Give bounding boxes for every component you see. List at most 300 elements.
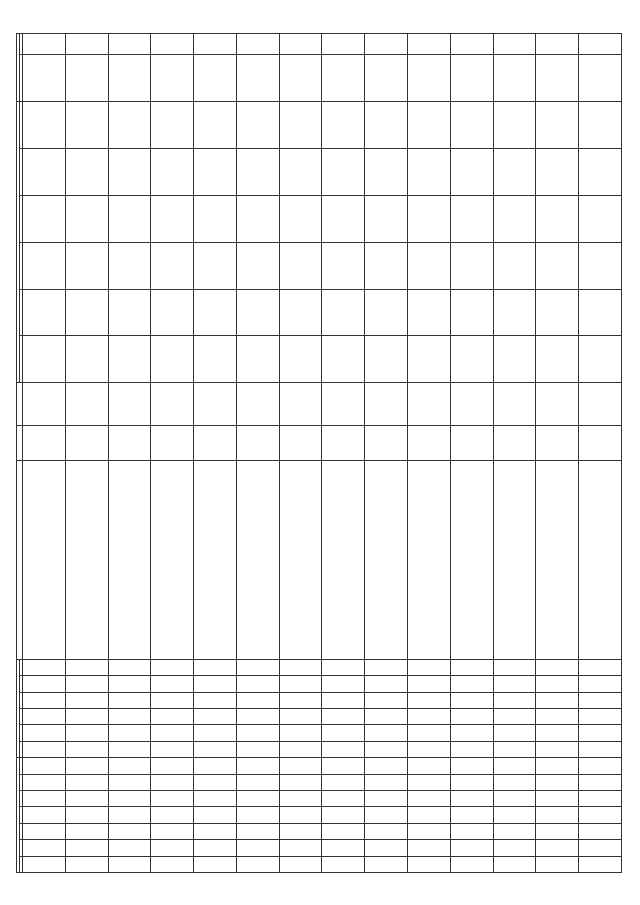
- description-cell: [151, 460, 194, 659]
- year-value-cell: [322, 336, 365, 383]
- table-body: [23, 34, 622, 873]
- base-year-value-cell: [322, 383, 365, 425]
- code-cell: [493, 791, 536, 807]
- code-cell: [194, 659, 237, 675]
- code-cell: [493, 725, 536, 741]
- year-value-cell: [236, 195, 279, 242]
- target-value-cell: [151, 55, 194, 102]
- base-year-value-cell: [493, 383, 536, 425]
- code-cell: [493, 709, 536, 725]
- year-value-cell: [23, 149, 66, 196]
- code-cell: [322, 709, 365, 725]
- year-value-cell: [194, 242, 237, 289]
- code-cell: [536, 676, 579, 692]
- code-cell: [23, 807, 66, 823]
- year-value-cell: [279, 149, 322, 196]
- year-value-cell: [408, 195, 451, 242]
- target-year-cell: [194, 34, 237, 55]
- code-cell: [536, 709, 579, 725]
- year-value-cell: [450, 336, 493, 383]
- code-cell: [151, 791, 194, 807]
- target-value-cell: [236, 55, 279, 102]
- base-year-value-cell: [365, 383, 408, 425]
- year-value-cell: [279, 195, 322, 242]
- target-value-cell: [536, 55, 579, 102]
- code-cell: [322, 823, 365, 839]
- table-row: [108, 34, 151, 873]
- code-cell: [279, 791, 322, 807]
- target-value-cell: [322, 55, 365, 102]
- year-value-cell: [151, 289, 194, 336]
- year-value-cell: [493, 289, 536, 336]
- code-cell: [236, 823, 279, 839]
- code-cell: [23, 692, 66, 708]
- code-cell: [194, 840, 237, 856]
- year-value-cell: [579, 149, 622, 196]
- code-cell: [194, 823, 237, 839]
- unit-cell: [322, 425, 365, 460]
- year-value-cell: [151, 336, 194, 383]
- year-value-cell: [108, 195, 151, 242]
- year-value-cell: [236, 149, 279, 196]
- code-cell: [151, 823, 194, 839]
- base-year-value-cell: [23, 383, 66, 425]
- code-cell: [322, 774, 365, 790]
- target-year-cell: [408, 34, 451, 55]
- code-cell: [108, 807, 151, 823]
- code-cell: [279, 741, 322, 757]
- target-value-cell: [23, 55, 66, 102]
- year-value-cell: [450, 242, 493, 289]
- code-cell: [236, 791, 279, 807]
- code-cell: [450, 692, 493, 708]
- code-cell: [65, 807, 108, 823]
- code-cell: [23, 676, 66, 692]
- code-cell: [108, 725, 151, 741]
- year-value-cell: [579, 242, 622, 289]
- year-value-cell: [65, 102, 108, 149]
- base-year-value-cell: [279, 383, 322, 425]
- code-cell: [450, 676, 493, 692]
- base-year-value-cell: [408, 383, 451, 425]
- table-row: [408, 34, 451, 873]
- code-cell: [365, 840, 408, 856]
- code-cell: [579, 692, 622, 708]
- target-year-cell: [365, 34, 408, 55]
- table-row: [65, 34, 108, 873]
- code-cell: [23, 791, 66, 807]
- unit-cell: [108, 425, 151, 460]
- code-cell: [450, 807, 493, 823]
- code-cell: [236, 741, 279, 757]
- code-cell: [279, 725, 322, 741]
- year-value-cell: [493, 195, 536, 242]
- year-value-cell: [365, 102, 408, 149]
- target-year-cell: [450, 34, 493, 55]
- code-cell: [322, 659, 365, 675]
- code-cell: [279, 823, 322, 839]
- code-cell: [365, 709, 408, 725]
- year-value-cell: [322, 289, 365, 336]
- code-cell: [579, 676, 622, 692]
- code-cell: [236, 692, 279, 708]
- code-cell: [23, 840, 66, 856]
- year-value-cell: [408, 336, 451, 383]
- code-cell: [365, 774, 408, 790]
- code-cell: [408, 741, 451, 757]
- code-cell: [322, 725, 365, 741]
- year-value-cell: [536, 149, 579, 196]
- code-cell: [365, 725, 408, 741]
- unit-cell: [194, 425, 237, 460]
- base-year-value-cell: [194, 383, 237, 425]
- target-year-cell: [151, 34, 194, 55]
- year-value-cell: [536, 289, 579, 336]
- code-cell: [450, 741, 493, 757]
- year-value-cell: [194, 195, 237, 242]
- year-value-cell: [493, 149, 536, 196]
- code-cell: [365, 791, 408, 807]
- base-year-value-cell: [108, 383, 151, 425]
- code-cell: [279, 840, 322, 856]
- code-cell: [536, 659, 579, 675]
- code-cell: [493, 676, 536, 692]
- year-value-cell: [408, 149, 451, 196]
- description-cell: [365, 460, 408, 659]
- code-cell: [23, 758, 66, 774]
- code-cell: [579, 807, 622, 823]
- code-cell: [450, 709, 493, 725]
- target-year-cell: [579, 34, 622, 55]
- code-cell: [408, 659, 451, 675]
- year-value-cell: [579, 102, 622, 149]
- code-cell: [322, 856, 365, 872]
- code-cell: [322, 676, 365, 692]
- year-value-cell: [322, 102, 365, 149]
- code-cell: [236, 709, 279, 725]
- year-value-cell: [450, 102, 493, 149]
- code-cell: [536, 774, 579, 790]
- year-value-cell: [365, 336, 408, 383]
- year-value-cell: [536, 336, 579, 383]
- code-cell: [151, 692, 194, 708]
- code-cell: [194, 692, 237, 708]
- year-value-cell: [194, 102, 237, 149]
- code-cell: [65, 823, 108, 839]
- code-cell: [65, 774, 108, 790]
- code-cell: [536, 840, 579, 856]
- target-year-cell: [493, 34, 536, 55]
- code-cell: [236, 659, 279, 675]
- code-cell: [450, 774, 493, 790]
- code-cell: [322, 791, 365, 807]
- code-cell: [322, 807, 365, 823]
- code-cell: [493, 741, 536, 757]
- code-cell: [408, 758, 451, 774]
- code-cell: [450, 659, 493, 675]
- year-value-cell: [579, 289, 622, 336]
- year-value-cell: [23, 242, 66, 289]
- year-value-cell: [408, 242, 451, 289]
- code-cell: [365, 856, 408, 872]
- year-value-cell: [65, 195, 108, 242]
- year-value-cell: [279, 336, 322, 383]
- unit-cell: [408, 425, 451, 460]
- year-value-cell: [194, 289, 237, 336]
- year-value-cell: [536, 242, 579, 289]
- year-value-cell: [151, 242, 194, 289]
- code-cell: [408, 791, 451, 807]
- code-cell: [279, 774, 322, 790]
- code-cell: [108, 741, 151, 757]
- code-cell: [65, 725, 108, 741]
- target-year-cell: [65, 34, 108, 55]
- unit-cell: [536, 425, 579, 460]
- code-cell: [450, 856, 493, 872]
- target-value-cell: [108, 55, 151, 102]
- description-cell: [322, 460, 365, 659]
- code-cell: [279, 676, 322, 692]
- code-cell: [536, 692, 579, 708]
- code-cell: [408, 692, 451, 708]
- year-value-cell: [579, 336, 622, 383]
- code-cell: [536, 725, 579, 741]
- table-row: [365, 34, 408, 873]
- code-cell: [194, 725, 237, 741]
- description-cell: [536, 460, 579, 659]
- code-cell: [279, 709, 322, 725]
- code-cell: [450, 758, 493, 774]
- target-value-cell: [408, 55, 451, 102]
- unit-cell: [579, 425, 622, 460]
- code-cell: [493, 758, 536, 774]
- target-year-cell: [536, 34, 579, 55]
- code-cell: [23, 823, 66, 839]
- code-cell: [365, 659, 408, 675]
- year-value-cell: [23, 289, 66, 336]
- base-year-value-cell: [450, 383, 493, 425]
- code-cell: [365, 758, 408, 774]
- year-value-cell: [450, 195, 493, 242]
- code-cell: [408, 840, 451, 856]
- code-cell: [493, 807, 536, 823]
- year-value-cell: [365, 149, 408, 196]
- code-cell: [23, 659, 66, 675]
- table-row: [493, 34, 536, 873]
- target-value-cell: [279, 55, 322, 102]
- code-cell: [279, 659, 322, 675]
- table-row: [151, 34, 194, 873]
- year-value-cell: [322, 242, 365, 289]
- year-value-cell: [65, 336, 108, 383]
- year-value-cell: [536, 195, 579, 242]
- code-cell: [23, 741, 66, 757]
- target-year-cell: [108, 34, 151, 55]
- description-cell: [65, 460, 108, 659]
- year-value-cell: [236, 242, 279, 289]
- target-value-cell: [365, 55, 408, 102]
- code-cell: [493, 692, 536, 708]
- year-value-cell: [23, 195, 66, 242]
- year-value-cell: [365, 242, 408, 289]
- code-cell: [108, 856, 151, 872]
- code-cell: [322, 758, 365, 774]
- code-cell: [536, 856, 579, 872]
- year-value-cell: [108, 336, 151, 383]
- year-value-cell: [279, 289, 322, 336]
- target-year-cell: [236, 34, 279, 55]
- year-value-cell: [493, 102, 536, 149]
- table-row: [23, 34, 66, 873]
- code-cell: [493, 823, 536, 839]
- code-cell: [493, 856, 536, 872]
- year-value-cell: [65, 242, 108, 289]
- base-year-value-cell: [236, 383, 279, 425]
- code-cell: [151, 758, 194, 774]
- code-cell: [108, 791, 151, 807]
- year-value-cell: [236, 102, 279, 149]
- year-value-cell: [65, 149, 108, 196]
- year-value-cell: [108, 102, 151, 149]
- code-cell: [408, 676, 451, 692]
- code-cell: [65, 709, 108, 725]
- code-cell: [108, 676, 151, 692]
- year-value-cell: [194, 336, 237, 383]
- table-row: [194, 34, 237, 873]
- code-cell: [194, 676, 237, 692]
- year-value-cell: [279, 102, 322, 149]
- code-cell: [151, 856, 194, 872]
- year-value-cell: [322, 195, 365, 242]
- code-cell: [408, 725, 451, 741]
- description-cell: [579, 460, 622, 659]
- code-cell: [450, 840, 493, 856]
- code-cell: [108, 758, 151, 774]
- unit-cell: [151, 425, 194, 460]
- code-cell: [322, 840, 365, 856]
- code-cell: [151, 774, 194, 790]
- code-cell: [65, 791, 108, 807]
- code-cell: [408, 807, 451, 823]
- base-year-value-cell: [65, 383, 108, 425]
- unit-cell: [279, 425, 322, 460]
- code-cell: [579, 741, 622, 757]
- code-cell: [579, 840, 622, 856]
- year-value-cell: [236, 336, 279, 383]
- unit-cell: [23, 425, 66, 460]
- code-cell: [408, 774, 451, 790]
- code-cell: [579, 823, 622, 839]
- code-cell: [65, 676, 108, 692]
- code-cell: [579, 709, 622, 725]
- rotated-table-sheet: [16, 33, 622, 873]
- code-cell: [450, 823, 493, 839]
- code-cell: [151, 709, 194, 725]
- code-cell: [23, 856, 66, 872]
- code-cell: [279, 758, 322, 774]
- year-value-cell: [493, 336, 536, 383]
- unit-cell: [450, 425, 493, 460]
- code-cell: [493, 774, 536, 790]
- description-cell: [279, 460, 322, 659]
- table-row: [536, 34, 579, 873]
- code-cell: [408, 856, 451, 872]
- code-cell: [365, 823, 408, 839]
- target-value-cell: [450, 55, 493, 102]
- year-value-cell: [151, 149, 194, 196]
- year-value-cell: [108, 289, 151, 336]
- code-cell: [536, 741, 579, 757]
- code-cell: [236, 774, 279, 790]
- year-value-cell: [365, 195, 408, 242]
- year-value-cell: [579, 195, 622, 242]
- description-cell: [450, 460, 493, 659]
- code-cell: [151, 840, 194, 856]
- description-cell: [493, 460, 536, 659]
- code-cell: [450, 791, 493, 807]
- year-value-cell: [450, 149, 493, 196]
- description-cell: [194, 460, 237, 659]
- unit-cell: [236, 425, 279, 460]
- code-cell: [151, 741, 194, 757]
- code-cell: [322, 741, 365, 757]
- year-value-cell: [536, 102, 579, 149]
- code-cell: [108, 823, 151, 839]
- code-cell: [151, 659, 194, 675]
- code-cell: [194, 856, 237, 872]
- code-cell: [65, 692, 108, 708]
- code-cell: [579, 758, 622, 774]
- year-value-cell: [23, 336, 66, 383]
- table-row: [236, 34, 279, 873]
- year-value-cell: [408, 102, 451, 149]
- unit-cell: [365, 425, 408, 460]
- year-value-cell: [322, 149, 365, 196]
- unit-cell: [493, 425, 536, 460]
- target-value-cell: [493, 55, 536, 102]
- code-cell: [365, 692, 408, 708]
- code-cell: [450, 725, 493, 741]
- code-cell: [236, 758, 279, 774]
- code-cell: [279, 807, 322, 823]
- code-cell: [23, 709, 66, 725]
- code-cell: [23, 774, 66, 790]
- year-value-cell: [450, 289, 493, 336]
- target-value-cell: [65, 55, 108, 102]
- code-cell: [108, 659, 151, 675]
- code-cell: [108, 774, 151, 790]
- table-row: [579, 34, 622, 873]
- code-cell: [322, 692, 365, 708]
- code-cell: [365, 807, 408, 823]
- code-cell: [151, 676, 194, 692]
- code-cell: [408, 709, 451, 725]
- code-cell: [536, 807, 579, 823]
- year-value-cell: [365, 289, 408, 336]
- program-indicators-table: [16, 33, 622, 873]
- code-cell: [365, 676, 408, 692]
- code-cell: [279, 692, 322, 708]
- year-value-cell: [151, 195, 194, 242]
- target-year-cell: [322, 34, 365, 55]
- code-cell: [493, 659, 536, 675]
- base-year-value-cell: [536, 383, 579, 425]
- code-cell: [65, 741, 108, 757]
- target-value-cell: [194, 55, 237, 102]
- code-cell: [579, 791, 622, 807]
- target-year-cell: [279, 34, 322, 55]
- year-value-cell: [493, 242, 536, 289]
